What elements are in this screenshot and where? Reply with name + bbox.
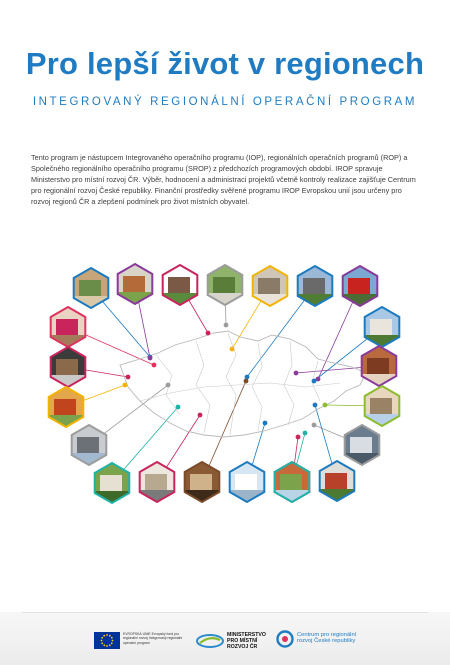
page-subtitle: INTEGROVANÝ REGIONÁLNÍ OPERAČNÍ PROGRAM (32, 96, 418, 108)
map-dot (313, 403, 318, 408)
map-dot (312, 379, 317, 384)
eu-star (111, 637, 113, 639)
map-dot (152, 363, 157, 368)
eu-star (101, 642, 103, 644)
eu-star (106, 634, 108, 636)
map-dot (166, 383, 171, 388)
map-dot (294, 371, 299, 376)
map-dot (230, 347, 235, 352)
photo-renovated-house (315, 459, 359, 503)
map-dots (123, 323, 328, 440)
photo-office-building (67, 423, 111, 467)
eu-star (106, 645, 108, 647)
eu-flag-logo (94, 632, 120, 649)
map-dot (198, 413, 203, 418)
eu-star (101, 640, 103, 642)
photo-sports-field (270, 460, 314, 504)
map-dot (224, 323, 229, 328)
eu-star (101, 637, 103, 639)
photo-modern-building (340, 423, 384, 467)
photo-classroom (46, 305, 90, 349)
crr-logo-mark (276, 630, 294, 648)
crr-logo-text: Centrum pro regionální rozvoj České republiky (297, 632, 357, 645)
photo-church-tower (360, 305, 404, 349)
photo-park-path (203, 263, 247, 307)
photo-village-house (158, 263, 202, 307)
map-dot (323, 403, 328, 408)
footer-divider (22, 612, 428, 613)
photo-hospital-room (225, 460, 269, 504)
map-dot (123, 383, 128, 388)
regions-map-diagram (0, 255, 450, 520)
photo-gym (46, 345, 90, 389)
eu-star (112, 640, 114, 642)
eu-star (109, 635, 111, 637)
map-dot (303, 431, 308, 436)
map-dot (148, 356, 153, 361)
eu-star (103, 644, 105, 646)
intro-paragraph: Tento program je nástupcem Integrovaného operačního programu (IOP), regionálních operačních programů (ROP) a Společného regionálního operačního programu (SROP) z předchozích programových období. IROP spravuje Ministerstvo pro místní rozvoj ČR. Výběr, hodnocení a administraci projektů včetně kontroly realizace zajišťuje Centrum pro regionální rozvoj České republiky. Finanční prostředky svěřené programu IROP Evropskou unií jsou určeny pro rozvoj regionů ČR a zlepšení podmínek pro život místních obyvatel. (31, 153, 416, 206)
photo-town-building (69, 266, 113, 310)
photo-fire-truck (338, 264, 382, 308)
photo-apartments (360, 384, 404, 428)
map-dot (263, 421, 268, 426)
map-dot (296, 435, 301, 440)
map-dot (244, 379, 249, 384)
map-dot (206, 331, 211, 336)
eu-star (109, 644, 111, 646)
photo-square (248, 264, 292, 308)
map-dot (176, 405, 181, 410)
page-title: Pro lepší život v regionech (25, 46, 425, 81)
mmr-logo-text: MINISTERSTVO PRO MÍSTNÍ ROZVOJ ČR (227, 632, 266, 650)
eu-star (103, 635, 105, 637)
footer-bar (0, 612, 450, 665)
photo-kids-playground (44, 385, 88, 429)
mmr-logo-mark (196, 634, 224, 648)
photo-lecture-hall (180, 460, 224, 504)
photo-hexes (44, 262, 404, 505)
photo-brick-building (357, 344, 401, 388)
eu-star (111, 642, 113, 644)
photo-road (293, 264, 337, 308)
photo-garden-house (90, 461, 134, 505)
map-dot (245, 375, 250, 380)
photo-playground (113, 262, 157, 306)
photo-kitchen (135, 460, 179, 504)
eu-logo-text: EVROPSKÁ UNIE Evropský fond pro regionální rozvoj Integrovaný regionální operační program (123, 632, 183, 645)
map-dot (126, 375, 131, 380)
map-dot (312, 423, 317, 428)
